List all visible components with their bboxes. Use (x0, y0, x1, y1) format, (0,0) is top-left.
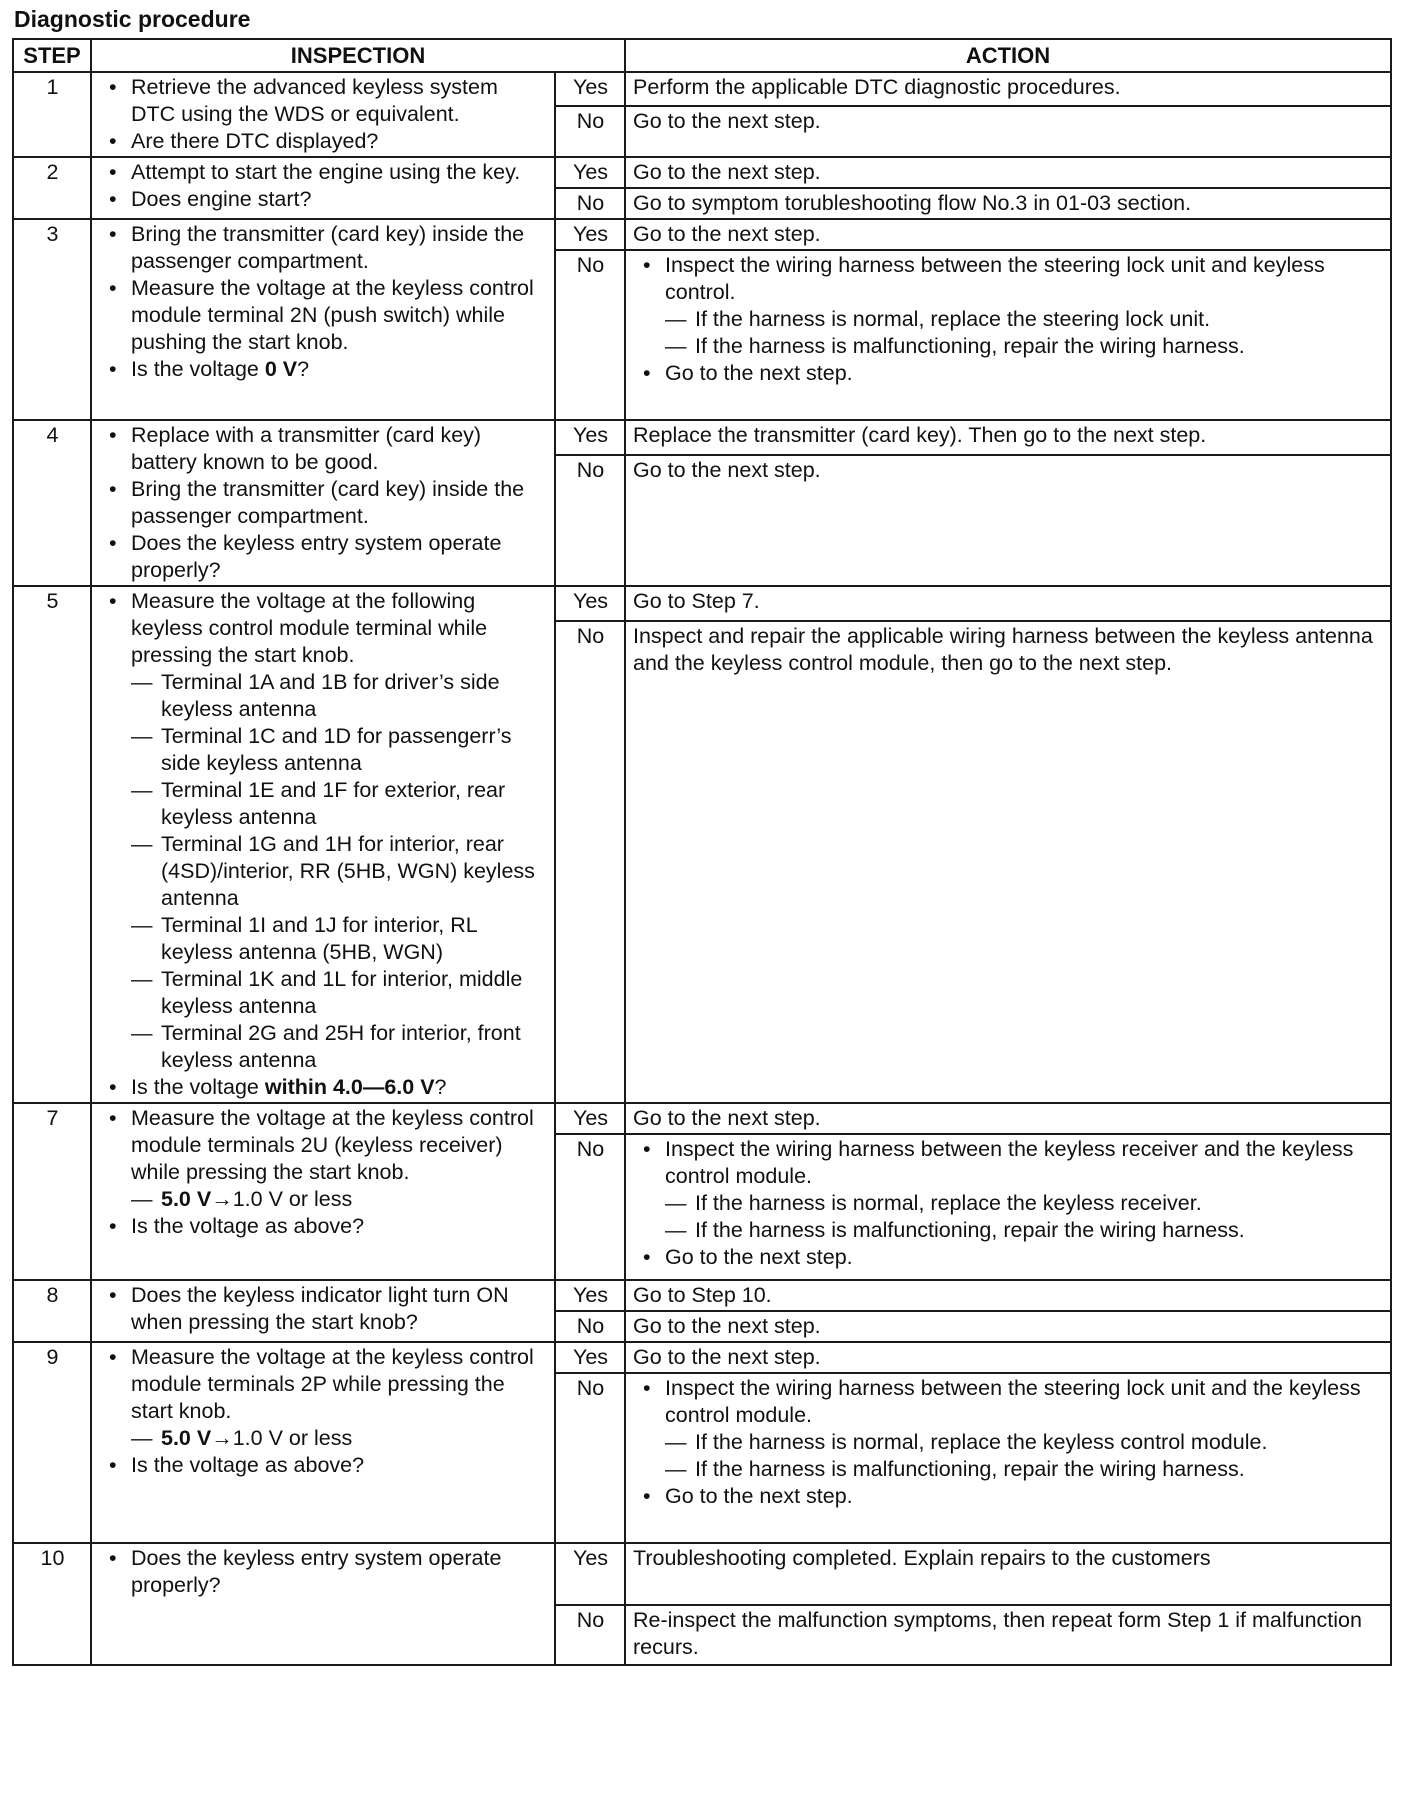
yes-label: Yes (555, 1280, 625, 1311)
table-row (13, 219, 1391, 250)
no-label: No (555, 621, 625, 1103)
yes-label: Yes (555, 72, 625, 106)
action-text: Inspect the wiring harness between the keyless receiver and the keyless control module. (665, 1137, 1354, 1188)
inspection-subitem: — Terminal 1K and 1L for interior, middle keyless antenna (131, 966, 548, 1020)
inspection-subitem (131, 1186, 548, 1213)
action-yes: Replace the transmitter (card key). Then go to the next step. (625, 420, 1391, 455)
inspection-tail: ? (434, 1075, 447, 1099)
action-subitem: — If the harness is malfunctioning, repair the wiring harness. (665, 1217, 1384, 1244)
step-number: 10 (13, 1543, 91, 1665)
action-yes: Go to the next step. (625, 219, 1391, 250)
action-item (665, 1136, 1384, 1244)
inspection-item: • Is the voltage as above? (131, 1452, 548, 1479)
step-number: 9 (13, 1342, 91, 1543)
action-text: Inspect the wiring harness between the steering lock unit and the keyless control module. (665, 1376, 1361, 1427)
table-row (13, 1103, 1391, 1134)
yes-label: Yes (555, 157, 625, 188)
inspection-item (131, 356, 548, 383)
step-number: 1 (13, 72, 91, 157)
action-subitem: — If the harness is normal, replace the steering lock unit. (665, 306, 1384, 333)
inspection-item: • Does the keyless indicator light turn ON when pressing the start knob? (131, 1282, 548, 1336)
inspection-item: • Is the voltage as above? (131, 1213, 548, 1240)
page-title: Diagnostic procedure (14, 6, 251, 32)
no-label: No (555, 188, 625, 219)
action-subitem: — If the harness is normal, replace the keyless control module. (665, 1429, 1384, 1456)
inspection-cell (91, 72, 555, 157)
inspection-item: • Measure the voltage at the keyless control module terminal 2N (push switch) while pushing the start knob. (131, 275, 548, 356)
yes-label: Yes (555, 586, 625, 621)
action-subitem: — If the harness is malfunctioning, repair the wiring harness. (665, 1456, 1384, 1483)
inspection-subitem: — Terminal 1I and 1J for interior, RL keyless antenna (5HB, WGN) (131, 912, 548, 966)
inspection-cell (91, 586, 555, 1103)
action-no: Go to the next step. (625, 1311, 1391, 1342)
inspection-item (131, 1074, 548, 1101)
inspection-text: Measure the voltage at the keyless control module terminals 2U (keyless receiver) while pressing the start knob. (131, 1106, 534, 1184)
action-no (625, 1134, 1391, 1280)
yes-label: Yes (555, 420, 625, 455)
inspection-subitem: — Terminal 1C and 1D for passengerr’s side keyless antenna (131, 723, 548, 777)
action-item (665, 252, 1384, 360)
action-no (625, 250, 1391, 420)
no-label: No (555, 1134, 625, 1280)
step-number: 2 (13, 157, 91, 219)
inspection-item: • Does the keyless entry system operate properly? (131, 530, 548, 584)
inspection-cell (91, 1543, 555, 1665)
action-yes: Go to the next step. (625, 1342, 1391, 1373)
voltage-value: within 4.0—6.0 V (264, 1075, 435, 1099)
action-yes: Go to the next step. (625, 1103, 1391, 1134)
action-yes: Go to the next step. (625, 157, 1391, 188)
voltage-tail: →1.0 V or less (211, 1187, 353, 1211)
step-number: 5 (13, 586, 91, 1103)
action-yes: Go to Step 10. (625, 1280, 1391, 1311)
inspection-tail: ? (297, 357, 310, 381)
action-item: • Go to the next step. (665, 1244, 1384, 1271)
yes-label: Yes (555, 1342, 625, 1373)
inspection-text: Is the voltage (131, 1075, 265, 1099)
inspection-item: • Bring the transmitter (card key) inside the passenger compartment. (131, 221, 548, 275)
action-subitem: — If the harness is malfunctioning, repair the wiring harness. (665, 333, 1384, 360)
action-no: Re-inspect the malfunction symptoms, then repeat form Step 1 if malfunction recurs. (625, 1605, 1391, 1665)
voltage-value: 0 V (264, 357, 298, 381)
diagnostic-table (12, 38, 1392, 1666)
inspection-cell (91, 1342, 555, 1543)
action-no: Inspect and repair the applicable wiring harness between the keyless antenna and the keyless control module, then go to the next step. (625, 621, 1391, 1103)
inspection-cell (91, 157, 555, 219)
action-no: Go to the next step. (625, 106, 1391, 157)
inspection-subitem: — Terminal 1G and 1H for interior, rear (4SD)/interior, RR (5HB, WGN) keyless antenna (131, 831, 548, 912)
header-action: ACTION (625, 39, 1391, 72)
action-no (625, 1373, 1391, 1543)
header-step: STEP (13, 39, 91, 72)
inspection-item (131, 588, 548, 1074)
step-number: 7 (13, 1103, 91, 1280)
inspection-cell (91, 420, 555, 586)
inspection-subitem (131, 1425, 548, 1452)
table-row (13, 1342, 1391, 1373)
inspection-subitem: — Terminal 1A and 1B for driver’s side keyless antenna (131, 669, 548, 723)
inspection-item: • Replace with a transmitter (card key) battery known to be good. (131, 422, 548, 476)
no-label: No (555, 250, 625, 420)
voltage-value: 5.0 V (161, 1187, 212, 1211)
action-item: • Go to the next step. (665, 1483, 1384, 1510)
action-item (665, 1375, 1384, 1483)
inspection-item: • Bring the transmitter (card key) inside the passenger compartment. (131, 476, 548, 530)
inspection-text: Measure the voltage at the keyless control module terminals 2P while pressing the start knob. (131, 1345, 534, 1423)
yes-label: Yes (555, 219, 625, 250)
inspection-subitem: — Terminal 2G and 25H for interior, front keyless antenna (131, 1020, 548, 1074)
inspection-item: • Does engine start? (131, 186, 548, 213)
voltage-value: 5.0 V (161, 1426, 212, 1450)
table-row (13, 1280, 1391, 1311)
inspection-item: • Attempt to start the engine using the key. (131, 159, 548, 186)
action-yes: Go to Step 7. (625, 586, 1391, 621)
table-row (13, 420, 1391, 455)
yes-label: Yes (555, 1103, 625, 1134)
inspection-cell (91, 1280, 555, 1342)
header-row (13, 39, 1391, 72)
table-row (13, 586, 1391, 621)
no-label: No (555, 1605, 625, 1665)
inspection-item: • Are there DTC displayed? (131, 128, 548, 155)
header-inspection: INSPECTION (91, 39, 625, 72)
inspection-item (131, 1344, 548, 1452)
inspection-item: • Retrieve the advanced keyless system DTC using the WDS or equivalent. (131, 74, 548, 128)
step-number: 3 (13, 219, 91, 420)
action-no: Go to the next step. (625, 455, 1391, 586)
action-yes: Perform the applicable DTC diagnostic procedures. (625, 72, 1391, 106)
inspection-text: Measure the voltage at the following keyless control module terminal while pressing the start knob. (131, 589, 488, 667)
voltage-tail: →1.0 V or less (211, 1426, 353, 1450)
no-label: No (555, 455, 625, 586)
action-subitem: — If the harness is normal, replace the keyless receiver. (665, 1190, 1384, 1217)
action-yes: Troubleshooting completed. Explain repairs to the customers (625, 1543, 1391, 1605)
inspection-subitem: — Terminal 1E and 1F for exterior, rear keyless antenna (131, 777, 548, 831)
inspection-item: • Does the keyless entry system operate properly? (131, 1545, 548, 1599)
yes-label: Yes (555, 1543, 625, 1605)
inspection-item (131, 1105, 548, 1213)
step-number: 4 (13, 420, 91, 586)
inspection-cell (91, 219, 555, 420)
table-row (13, 157, 1391, 188)
step-number: 8 (13, 1280, 91, 1342)
action-no: Go to symptom torubleshooting flow No.3 in 01-03 section. (625, 188, 1391, 219)
table-row (13, 72, 1391, 106)
action-text: Inspect the wiring harness between the steering lock unit and keyless control. (665, 253, 1325, 304)
no-label: No (555, 1373, 625, 1543)
table-row (13, 1543, 1391, 1605)
no-label: No (555, 1311, 625, 1342)
action-item: • Go to the next step. (665, 360, 1384, 387)
inspection-text: Is the voltage (131, 357, 265, 381)
inspection-cell (91, 1103, 555, 1280)
no-label: No (555, 106, 625, 157)
